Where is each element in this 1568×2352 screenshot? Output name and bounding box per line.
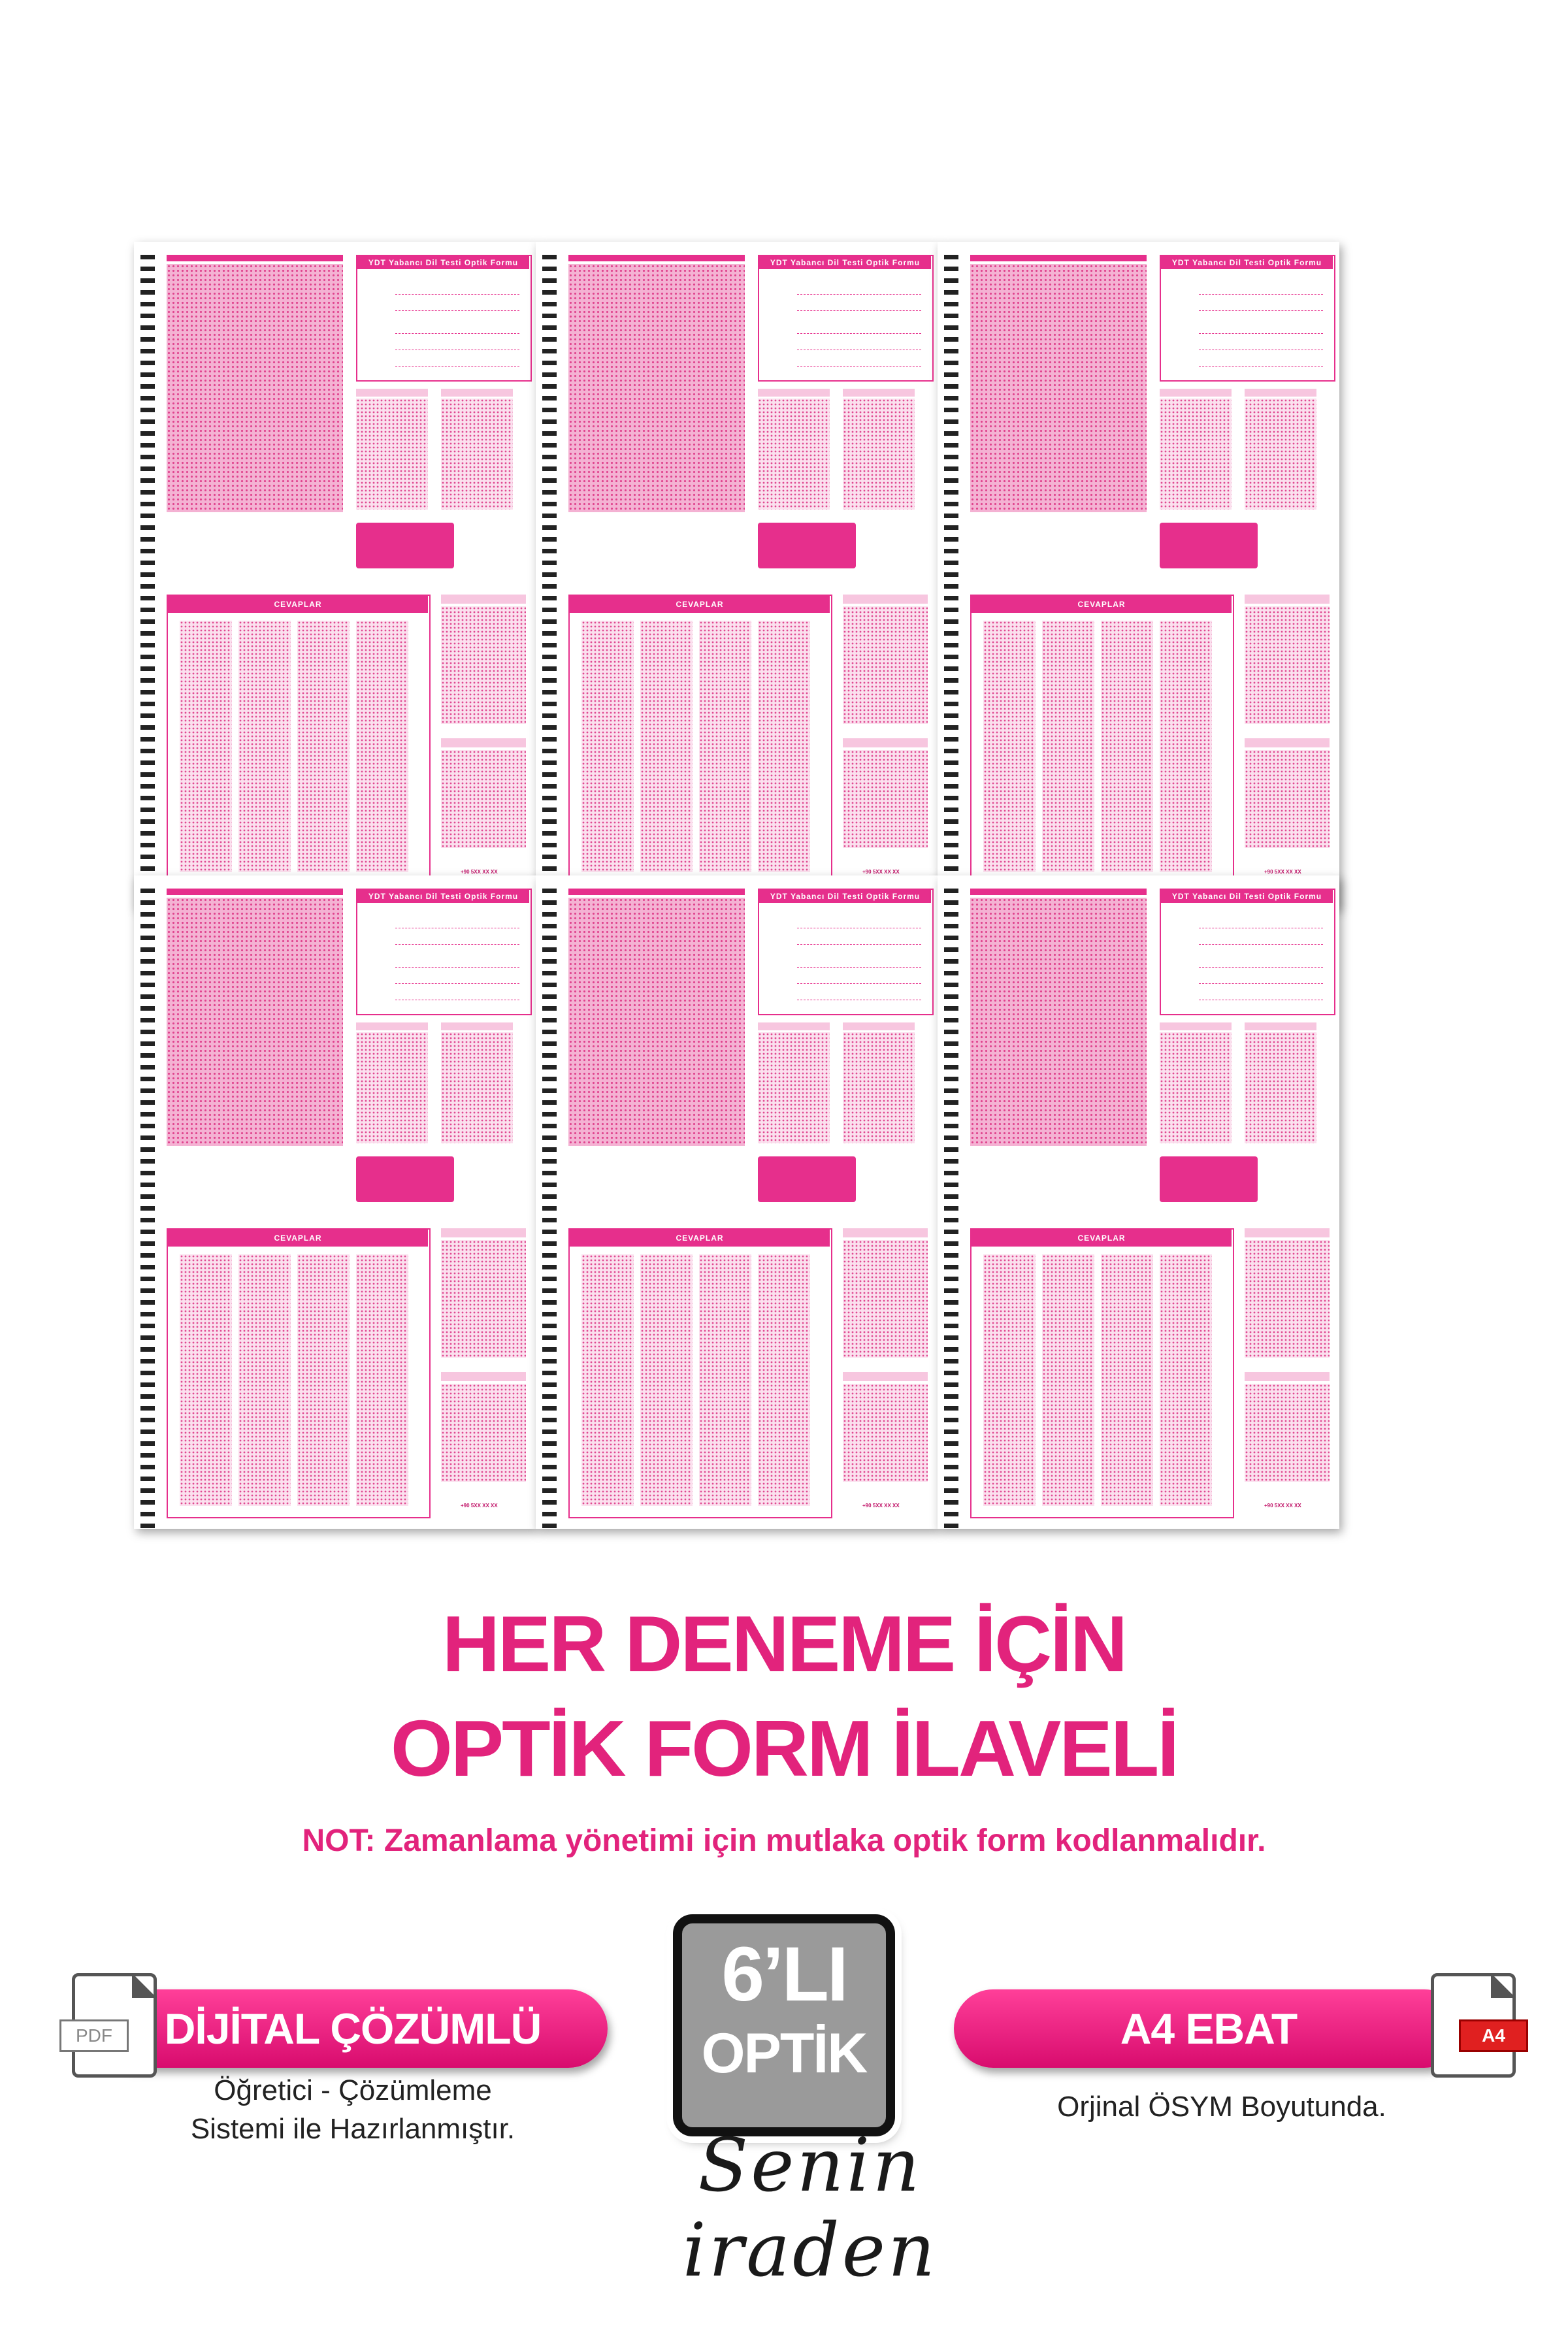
optical-form-sheet [134,242,536,908]
badge-label: OPTİK [701,2022,867,2085]
answers-header: CEVAPLAR [972,1230,1232,1247]
spiral-binding [542,889,557,1529]
six-optic-badge [673,1914,895,2136]
form-title: YDT Yabancı Dil Testi Optik Formu [357,890,529,903]
spiral-binding [140,255,155,895]
answers-header: CEVAPLAR [570,596,830,613]
optical-form-sheet [134,875,536,1529]
a4-file-icon [1431,1973,1516,2078]
spiral-binding [944,255,958,895]
a4-size-description: Orjinal ÖSYM Boyutunda. [1057,2091,1386,2123]
form-title: YDT Yabancı Dil Testi Optik Formu [357,256,529,269]
spiral-binding [944,889,958,1529]
phone-text: +90 5XX XX XX [1264,1503,1301,1509]
digital-solution-label: DİJİTAL ÇÖZÜMLÜ [164,2004,542,2053]
phone-text: +90 5XX XX XX [461,869,498,875]
spiral-binding [542,255,557,895]
optical-form-sheet [938,875,1339,1529]
headline-line-2: OPTİK FORM İLAVELİ [390,1704,1178,1793]
answers-header: CEVAPLAR [972,596,1232,613]
form-title: YDT Yabancı Dil Testi Optik Formu [759,256,931,269]
digital-solution-description [118,2071,588,2149]
form-title: YDT Yabancı Dil Testi Optik Formu [759,890,931,903]
note-text: NOT: Zamanlama yönetimi için mutlaka optik form kodlanmalıdır. [302,1823,1266,1858]
phone-text: +90 5XX XX XX [461,1503,498,1509]
optical-form-sheet [536,875,938,1529]
answers-header: CEVAPLAR [570,1230,830,1247]
form-title: YDT Yabancı Dil Testi Optik Formu [1161,256,1333,269]
a4-tag: A4 [1459,2019,1528,2052]
badge-count: 6’LI [721,1931,847,2017]
optical-form-sheet [536,242,938,908]
digital-solution-pill [98,1989,608,2068]
description-line-1: Öğretici - Çözümleme [214,2074,492,2106]
signature-text: Senin iraden [682,2123,938,2293]
answers-header: CEVAPLAR [168,1230,428,1247]
phone-text: +90 5XX XX XX [862,869,900,875]
phone-text: +90 5XX XX XX [1264,869,1301,875]
answers-header: CEVAPLAR [168,596,428,613]
a4-size-pill [954,1989,1463,2068]
spiral-binding [140,889,155,1529]
pdf-file-icon [72,1973,157,2078]
phone-text: +90 5XX XX XX [862,1503,900,1509]
headline-line-1: HER DENEME İÇİN [442,1599,1126,1688]
optical-form-sheet [938,242,1339,908]
form-title: YDT Yabancı Dil Testi Optik Formu [1161,890,1333,903]
description-line-2: Sistemi ile Hazırlanmıştır. [190,2113,515,2146]
pdf-tag: PDF [59,2019,129,2052]
a4-size-label: A4 EBAT [1120,2004,1298,2053]
